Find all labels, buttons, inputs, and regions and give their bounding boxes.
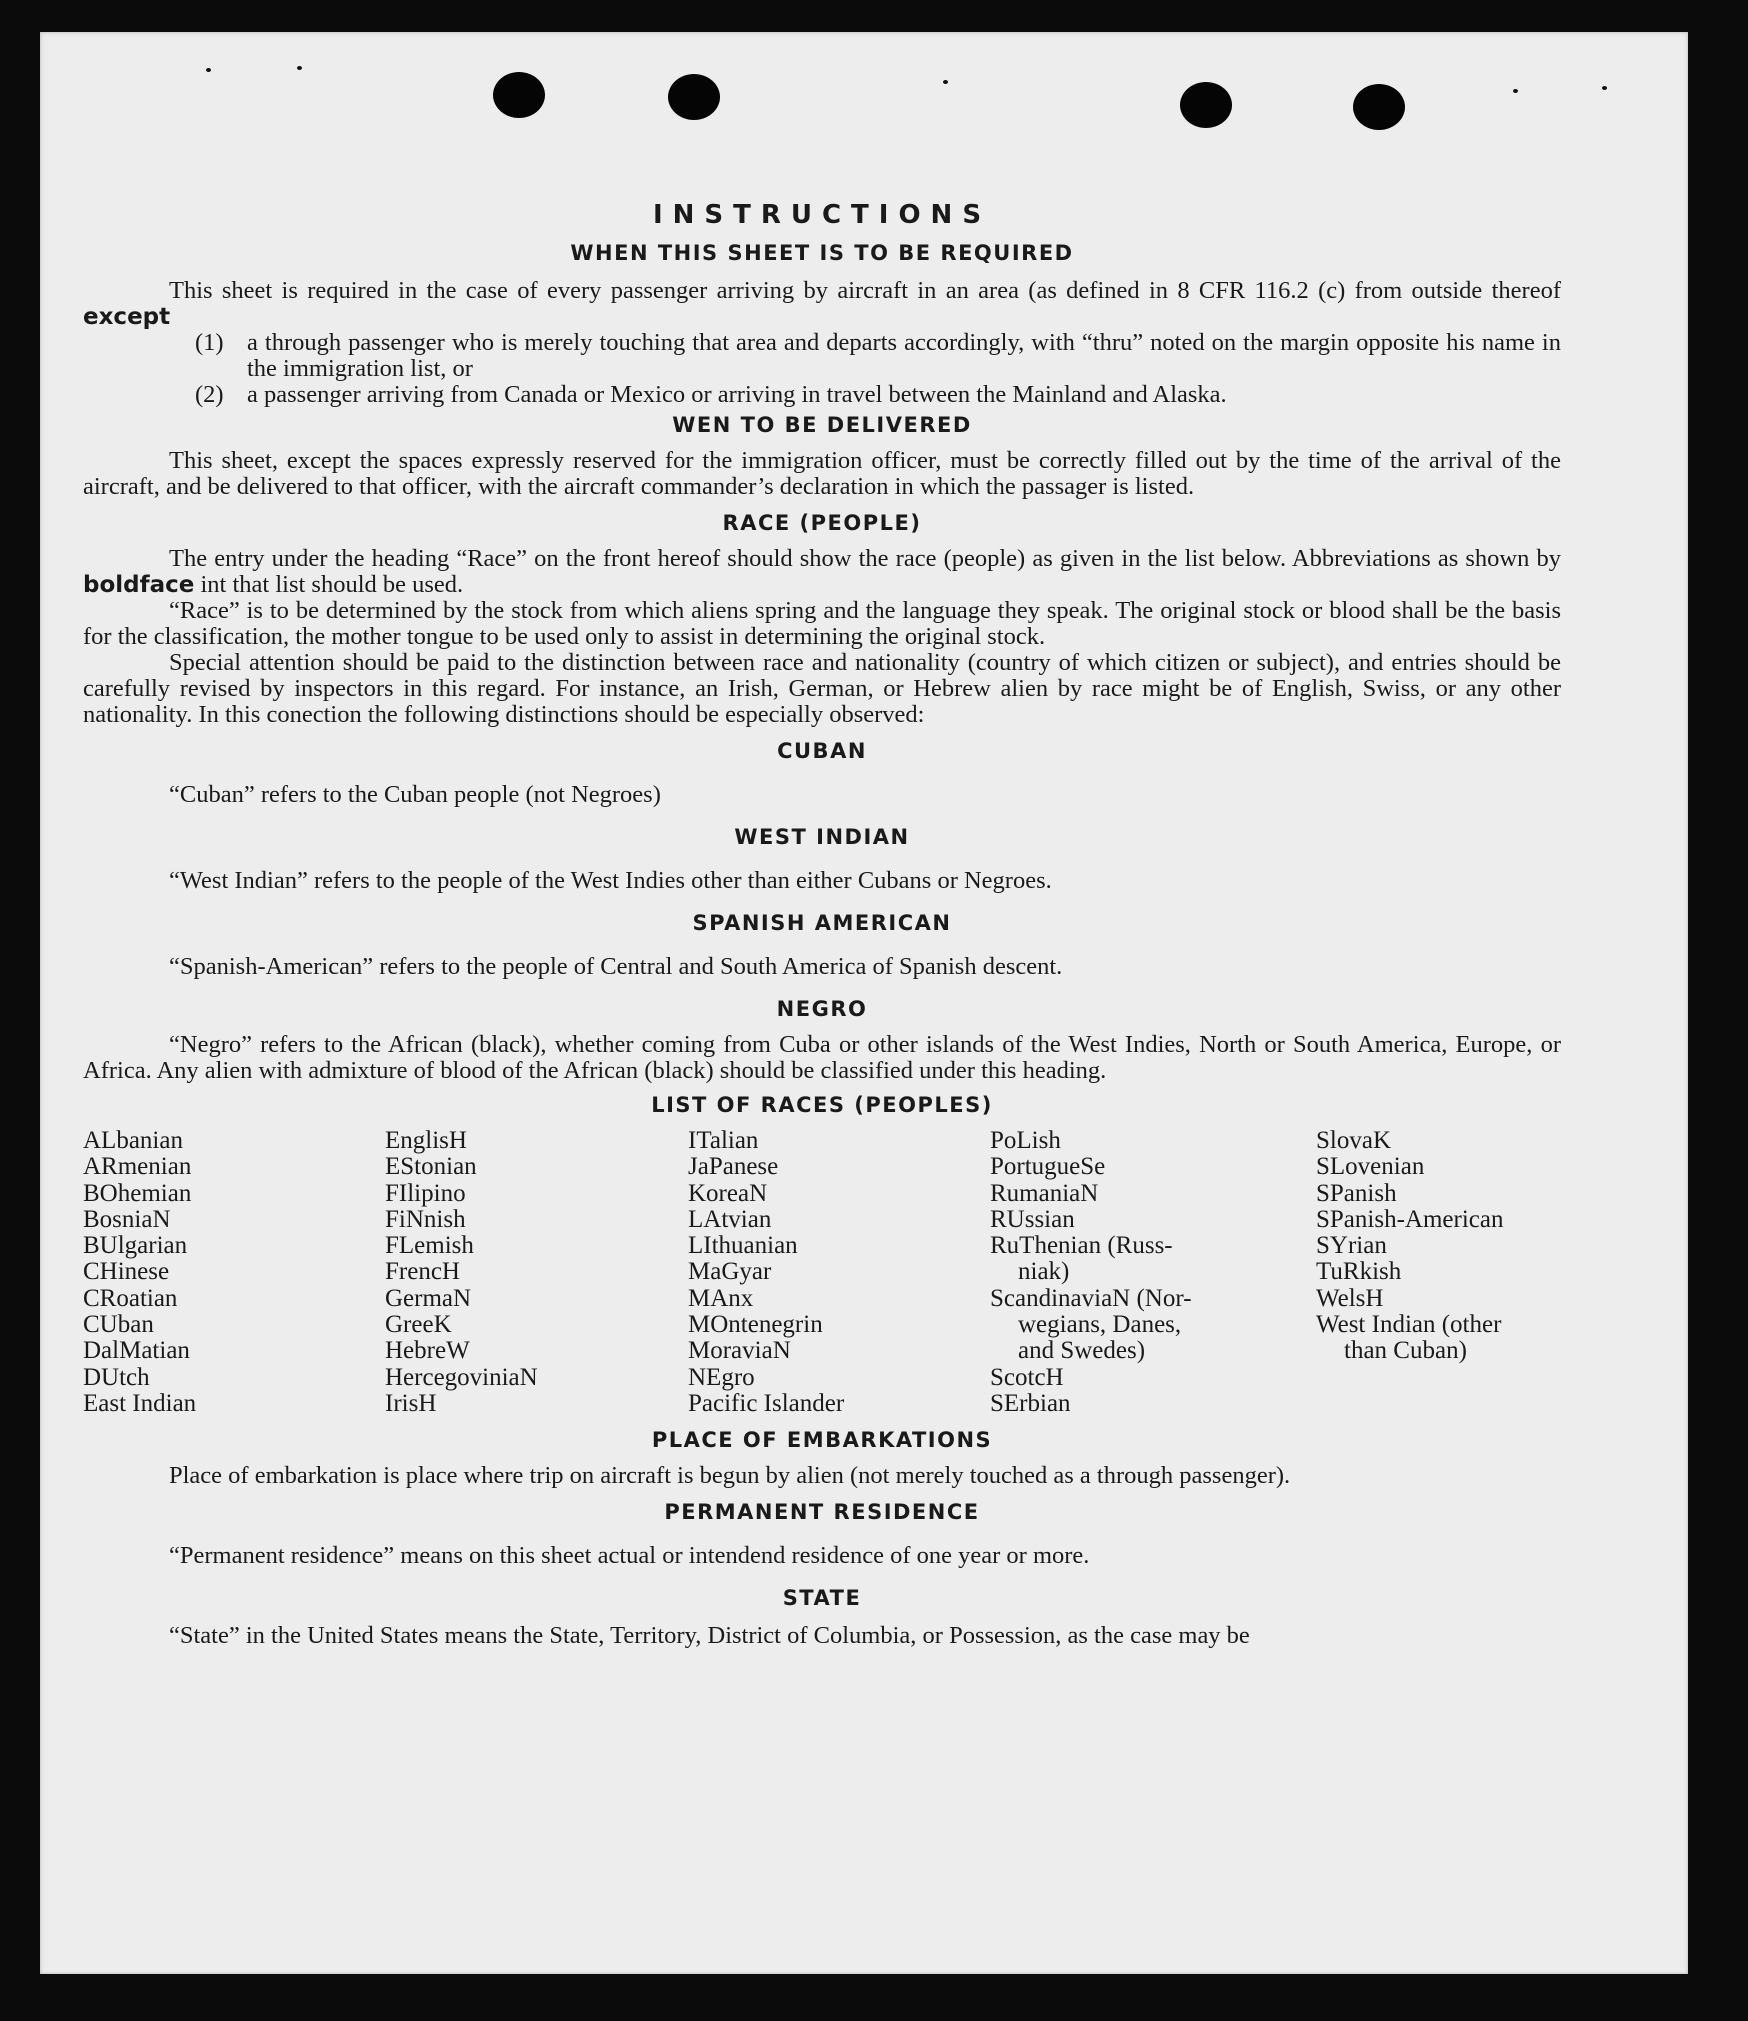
- list-item: EStonian: [385, 1153, 477, 1181]
- list-item: FrencH: [385, 1258, 460, 1286]
- list-item: SlovaK: [1316, 1127, 1391, 1154]
- boldface-word: boldface: [83, 572, 195, 598]
- list-item: than Cuban): [1344, 1337, 1467, 1365]
- list-item: ScandinaviaN (Nor-: [990, 1284, 1192, 1312]
- list-item: ScotcH: [990, 1363, 1064, 1391]
- list-item: HebreW: [385, 1337, 470, 1365]
- list-item: MoraviaN: [688, 1337, 791, 1365]
- race-list-column-5: [1316, 1128, 1561, 1417]
- list-item: JaPanese: [688, 1153, 779, 1181]
- list-item: TuRkish: [1316, 1258, 1402, 1286]
- race-list-column-1: [83, 1128, 385, 1417]
- document-body: [83, 170, 1561, 1649]
- race-list-column-4: [990, 1128, 1316, 1417]
- race-paragraph-2: “Race” is to be determined by the stock from which aliens spring and the language they speak. The original stock or blood shall be the basis for the classification, the mother tongue to be used only to assist in determining the original stock.: [83, 597, 1561, 650]
- section-heading-embarkation: PLACE OF EMBARKATIONS: [651, 1428, 993, 1453]
- list-item: MOntenegrin: [688, 1311, 823, 1339]
- list-item: LIthuanian: [688, 1232, 798, 1260]
- list-item: LAtvian: [688, 1205, 772, 1233]
- section-heading-state: STATE: [782, 1586, 862, 1611]
- punch-hole: [1353, 84, 1405, 130]
- list-item: RUssian: [990, 1205, 1075, 1233]
- section-heading-list: LIST OF RACES (PEOPLES): [651, 1093, 993, 1117]
- section-heading-residence: PERMANENT RESIDENCE: [664, 1500, 980, 1525]
- list-item: West Indian (other: [1316, 1311, 1502, 1339]
- race-list: [83, 1128, 1561, 1417]
- west-indian-text: “West Indian” refers to the people of the West Indies other than either Cubans or Negroes.: [169, 867, 1052, 894]
- exception-item-2: (2) a passenger arriving from Canada or Mexico or arriving in travel between the Mainland and Alaska.: [195, 381, 1227, 408]
- section-heading-delivered: WEN TO BE DELIVERED: [672, 413, 972, 437]
- section-heading-spanish-american: SPANISH AMERICAN: [692, 911, 952, 935]
- section-heading-cuban: CUBAN: [777, 739, 867, 763]
- list-item: PortugueSe: [990, 1153, 1106, 1181]
- list-item: MaGyar: [688, 1258, 772, 1286]
- punch-hole: [493, 72, 545, 118]
- list-item: and Swedes): [1018, 1337, 1146, 1365]
- list-item: ITalian: [688, 1127, 759, 1154]
- punch-hole: [668, 74, 720, 120]
- state-text: “State” in the United States means the State, Territory, District of Columbia, or Possession, as the case may be: [169, 1622, 1250, 1650]
- document-page: [40, 32, 1688, 1974]
- list-item: RumaniaN: [990, 1179, 1099, 1207]
- list-item: SPanish-American: [1316, 1205, 1504, 1233]
- section-heading-when: WHEN THIS SHEET IS TO BE REQUIRED: [570, 241, 1074, 265]
- list-item: EnglisH: [385, 1127, 467, 1154]
- dust-speck: [206, 68, 211, 72]
- list-item: PoLish: [990, 1127, 1061, 1154]
- residence-text: “Permanent residence” means on this sheet actual or intendend residence of one year or more.: [169, 1542, 1090, 1570]
- list-item: FLemish: [385, 1232, 474, 1260]
- spanish-american-text: “Spanish-American” refers to the people of Central and South America of Spanish descent.: [169, 953, 1063, 980]
- except-bold: except: [83, 304, 171, 330]
- cuban-text: “Cuban” refers to the Cuban people (not Negroes): [169, 781, 661, 808]
- dust-speck: [943, 80, 948, 84]
- list-item: niak): [1018, 1258, 1070, 1286]
- race-paragraph-1: The entry under the heading “Race” on the front hereof should show the race (people) as given in the list below. Abbreviations as shown by boldface int that list should be used.: [83, 545, 1561, 598]
- list-item: East Indian: [83, 1389, 197, 1417]
- list-item: GermaN: [385, 1284, 472, 1312]
- race-paragraph-3: Special attention should be paid to the distinction between race and nationality (country of which citizen or subject), and entries should be carefully revised by inspectors in this regard. For instance, an Irish, German, or Hebrew alien by race might be of English, Swiss, or any other nationality. In this conection the following distinctions should be especially observed:: [83, 649, 1561, 728]
- dust-speck: [297, 66, 302, 70]
- dust-speck: [1513, 89, 1518, 93]
- list-item: ARmenian: [83, 1153, 192, 1181]
- list-item: DalMatian: [83, 1337, 190, 1365]
- list-item: DUtch: [83, 1363, 150, 1391]
- list-item: CRoatian: [83, 1284, 178, 1312]
- when-intro: This sheet is required in the case of every passenger arriving by aircraft in an area (as defined in 8 CFR 116.2 (c) from outside thereof except: [83, 277, 1561, 330]
- list-item: MAnx: [688, 1284, 754, 1312]
- list-item: Pacific Islander: [688, 1389, 845, 1417]
- list-item: SErbian: [990, 1389, 1071, 1417]
- delivered-text: This sheet, except the spaces expressly reserved for the immigration officer, must be correctly filled out by the time of the arrival of the aircraft, and be delivered to that officer, with the aircraft commander’s declaration in which the passager is listed.: [83, 447, 1561, 500]
- list-item: CUban: [83, 1311, 154, 1339]
- list-item: ALbanian: [83, 1127, 183, 1154]
- list-item: SLovenian: [1316, 1153, 1425, 1181]
- punch-hole: [1180, 82, 1232, 128]
- page-title: INSTRUCTIONS: [652, 200, 992, 230]
- race-list-column-3: [688, 1128, 990, 1417]
- list-item: BOhemian: [83, 1179, 192, 1207]
- list-item: CHinese: [83, 1258, 170, 1286]
- embarkation-text: Place of embarkation is place where trip on aircraft is begun by alien (not merely touched as a through passenger).: [169, 1462, 1291, 1490]
- negro-text: “Negro” refers to the African (black), whether coming from Cuba or other islands of the West Indies, North or South America, Europe, or Africa. Any alien with admixture of blood of the African (black) should be classified under this heading.: [83, 1031, 1561, 1084]
- list-item: BosniaN: [83, 1205, 171, 1233]
- list-item: NEgro: [688, 1363, 755, 1391]
- exception-item-1: (1) a through passenger who is merely touching that area and departs accordingly, with “thru” noted on the margin opposite his name in the immigration list, or: [195, 329, 1561, 382]
- list-item: KoreaN: [688, 1179, 768, 1207]
- dust-speck: [1602, 86, 1607, 90]
- section-heading-race: RACE (PEOPLE): [722, 511, 922, 535]
- list-item: RuThenian (Russ-: [990, 1232, 1173, 1260]
- race-list-column-2: [385, 1128, 688, 1417]
- list-item: wegians, Danes,: [1018, 1311, 1182, 1339]
- section-heading-west-indian: WEST INDIAN: [734, 825, 910, 849]
- list-item: SYrian: [1316, 1232, 1387, 1260]
- list-item: IrisH: [385, 1389, 437, 1417]
- section-heading-negro: NEGRO: [776, 997, 868, 1021]
- list-item: BUlgarian: [83, 1232, 188, 1260]
- list-item: SPanish: [1316, 1179, 1397, 1207]
- list-item: FIlipino: [385, 1179, 466, 1207]
- list-item: FiNnish: [385, 1205, 466, 1233]
- list-item: GreeK: [385, 1311, 452, 1339]
- list-item: WelsH: [1316, 1284, 1384, 1312]
- list-item: HercegoviniaN: [385, 1363, 538, 1391]
